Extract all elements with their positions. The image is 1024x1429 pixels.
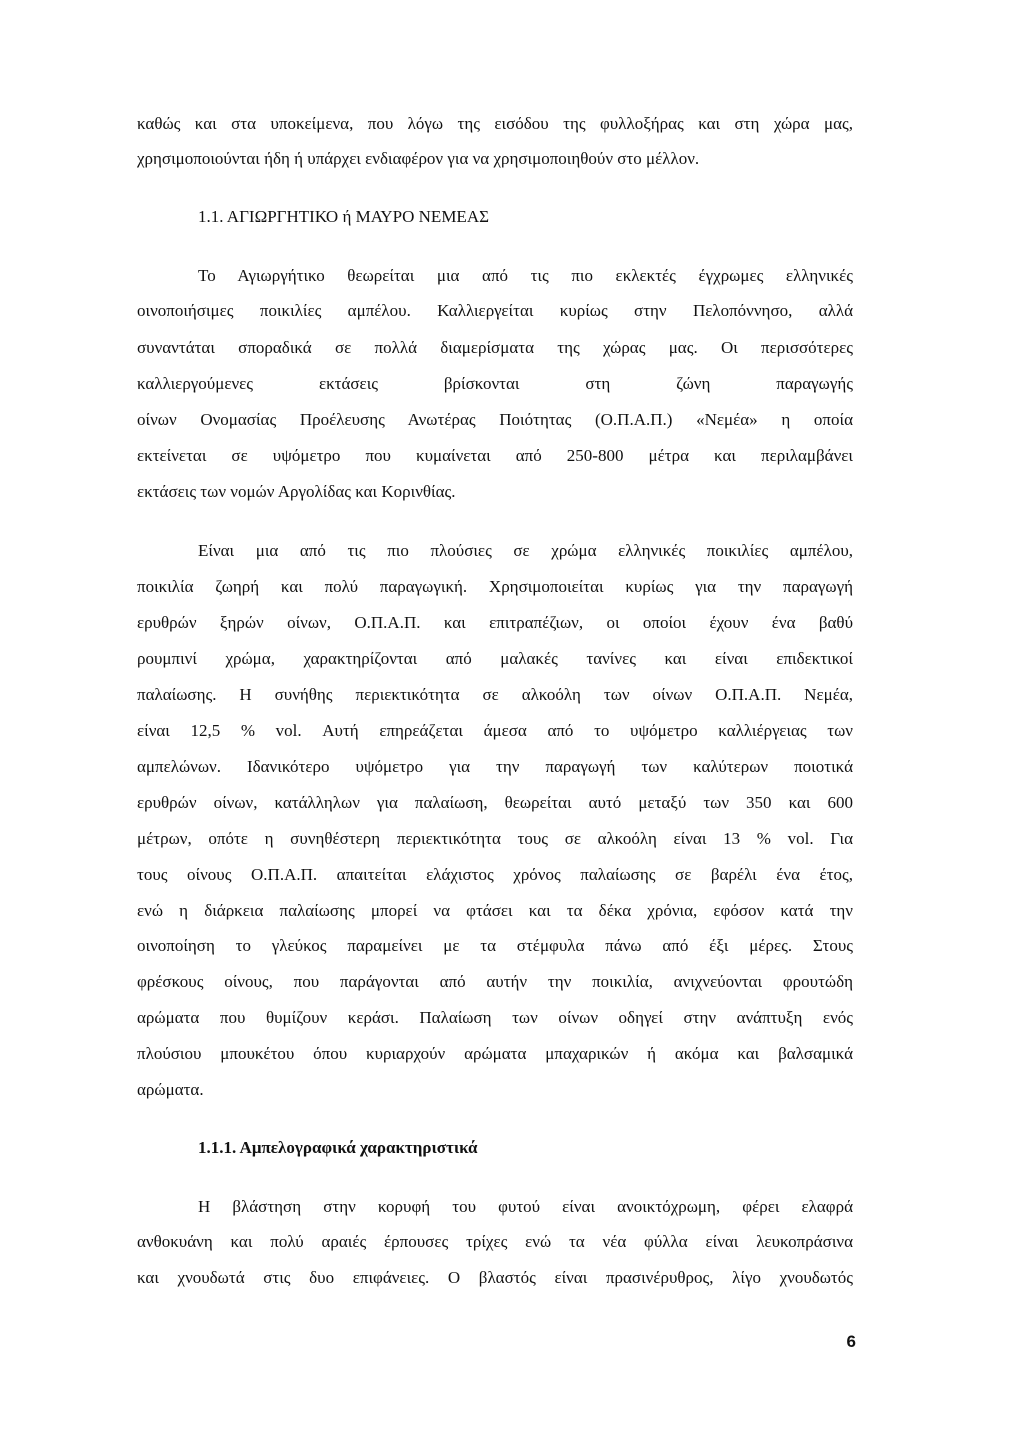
paragraph1-line: συναντάται σποραδικά σε πολλά διαμερίσματα της χώρας μας. Οι περισσότερες [137,338,853,357]
paragraph1-line: Το Αγιωργήτικο θεωρείται μια από τις πιο εκλεκτές έγχρωμες ελληνικές [198,266,853,285]
paragraph3-line: Η βλάστηση στην κορυφή του φυτού είναι ανοικτόχρωμη, φέρει ελαφρά [198,1197,853,1216]
paragraph2-line: φρέσκους οίνους, που παράγονται από αυτήν την ποικιλία, ανιχνεύονται φρουτώδη [137,972,853,991]
paragraph2-line: είναι 12,5 % vol. Αυτή επηρεάζεται άμεσα από το υψόμετρο καλλιέργειας των [137,721,853,740]
paragraph3-line: ανθοκυάνη και πολύ αραιές έρπουσες τρίχες ενώ τα νέα φύλλα είναι λευκοπράσινα [137,1232,853,1251]
intro-line: χρησιμοποιούνται ήδη ή υπάρχει ενδιαφέρον για να χρησιμοποιηθούν στο μέλλον. [137,149,700,168]
paragraph2-line: παλαίωσης. Η συνήθης περιεκτικότητα σε αλκοόλη των οίνων Ο.Π.Α.Π. Νεμέα, [137,685,853,704]
paragraph3-line: και χνουδωτά στις δυο επιφάνειες. Ο βλαστός είναι πρασινέρυθρος, λίγο χνουδωτός [137,1268,853,1287]
paragraph1-line: εκτείνεται σε υψόμετρο που κυμαίνεται από 250-800 μέτρα και περιλαμβάνει [137,446,853,465]
paragraph2-line: ρουμπινί χρώμα, χαρακτηρίζονται από μαλακές τανίνες και είναι επιδεκτικοί [137,649,853,668]
paragraph2-line: τους οίνους Ο.Π.Α.Π. απαιτείται ελάχιστος χρόνος παλαίωσης σε βαρέλι ένα έτος, [137,865,853,884]
paragraph1-line: εκτάσεις των νομών Αργολίδας και Κορινθίας. [137,482,456,501]
paragraph2-line: πλούσιου μπουκέτου όπου κυριαρχούν αρώματα μπαχαρικών ή ακόμα και βαλσαμικά [137,1044,853,1063]
paragraph2-line: ενώ η διάρκεια παλαίωσης μπορεί να φτάσει και τα δέκα χρόνια, εφόσον κατά την [137,901,853,920]
subsection-heading: 1.1.1. Αμπελογραφικά χαρακτηριστικά [198,1138,478,1157]
section-heading: 1.1. ΑΓΙΩΡΓΗΤΙΚΟ ή ΜΑΥΡΟ ΝΕΜΕΑΣ [198,207,489,226]
paragraph2-line: αρώματα που θυμίζουν κεράσι. Παλαίωση των οίνων οδηγεί στην ανάπτυξη ενός [137,1008,853,1027]
intro-line: καθώς και στα υποκείμενα, που λόγω της εισόδου της φυλλοξήρας και στη χώρα μας, [137,114,853,133]
paragraph1-line: καλλιεργούμενες εκτάσεις βρίσκονται στη ζώνη παραγωγής [137,374,853,393]
paragraph2-line: αμπελώνων. Ιδανικότερο υψόμετρο για την παραγωγή των καλύτερων ποιοτικά [137,757,853,776]
paragraph2-line: ερυθρών οίνων, κατάλληλων για παλαίωση, θεωρείται αυτό μεταξύ των 350 και 600 [137,793,853,812]
paragraph2-line: αρώματα. [137,1080,204,1099]
page-number: 6 [846,1332,856,1351]
paragraph2-line: ερυθρών ξηρών οίνων, Ο.Π.Α.Π. και επιτραπέζιων, οι οποίοι έχουν ένα βαθύ [137,613,853,632]
paragraph2-line: οινοποίηση το γλεύκος παραμείνει με τα στέμφυλα πάνω από έξι μέρες. Στους [137,936,853,955]
paragraph1-line: οινοποιήσιμες ποικιλίες αμπέλου. Καλλιεργείται κυρίως στην Πελοπόννησο, αλλά [137,301,853,320]
paragraph1-line: οίνων Ονομασίας Προέλευσης Ανωτέρας Ποιότητας (Ο.Π.Α.Π.) «Νεμέα» η οποία [137,410,853,429]
paragraph2-line: Είναι μια από τις πιο πλούσιες σε χρώμα ελληνικές ποικιλίες αμπέλου, [198,541,853,560]
paragraph2-line: μέτρων, οπότε η συνηθέστερη περιεκτικότητα τους σε αλκοόλη είναι 13 % vol. Για [137,829,853,848]
paragraph2-line: ποικιλία ζωηρή και πολύ παραγωγική. Χρησιμοποιείται κυρίως για την παραγωγή [137,577,853,596]
